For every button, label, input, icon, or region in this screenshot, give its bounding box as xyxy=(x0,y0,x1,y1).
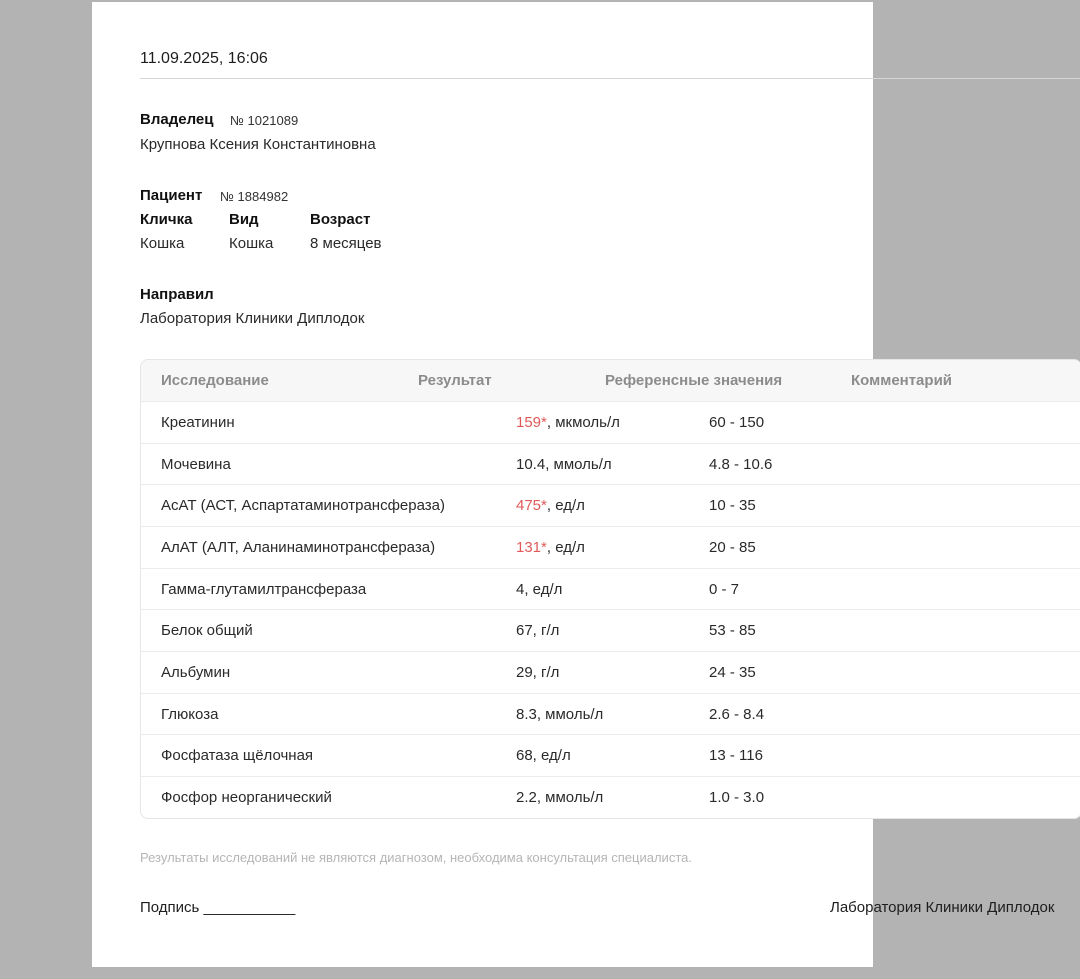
cell-reference: 53 - 85 xyxy=(709,622,756,639)
cell-test: Креатинин xyxy=(161,414,235,431)
patient-label: Пациент xyxy=(140,187,203,204)
cell-reference: 10 - 35 xyxy=(709,497,756,514)
patient-nickname-label: Кличка xyxy=(140,211,193,228)
cell-result xyxy=(516,664,559,681)
cell-reference: 1.0 - 3.0 xyxy=(709,789,765,806)
result-value: 67, г/л xyxy=(516,622,560,639)
result-value: , ед/л xyxy=(546,497,585,514)
cell-test: Гамма-глутамилтрансфераза xyxy=(161,581,367,598)
table-row xyxy=(141,734,1080,776)
result-flag: 475* xyxy=(516,497,547,514)
cell-result xyxy=(516,539,585,556)
table-row xyxy=(141,651,1080,693)
header-comment: Комментарий xyxy=(851,372,953,389)
cell-test: Глюкоза xyxy=(161,706,219,723)
result-value: 68, ед/л xyxy=(516,747,571,764)
cell-reference: 2.6 - 8.4 xyxy=(709,706,765,723)
patient-species-label: Вид xyxy=(229,211,259,228)
result-value: , ед/л xyxy=(546,539,585,556)
header-reference: Референсные значения xyxy=(605,372,783,389)
cell-reference: 60 - 150 xyxy=(709,414,765,431)
result-value: 8.3, ммоль/л xyxy=(516,706,604,723)
cell-result xyxy=(516,581,562,598)
cell-test: Фосфор неорганический xyxy=(161,789,332,806)
cell-reference: 0 - 7 xyxy=(709,581,740,598)
patient-species-value: Кошка xyxy=(229,235,274,252)
patient-number: № 1884982 xyxy=(220,189,289,204)
cell-reference: 13 - 116 xyxy=(709,747,763,764)
cell-test: Фосфатаза щёлочная xyxy=(161,747,314,764)
result-value: 29, г/л xyxy=(516,664,560,681)
footer-lab-name: Лаборатория Клиники Диплодок xyxy=(830,899,1055,916)
result-value: , мкмоль/л xyxy=(546,414,620,431)
table-row xyxy=(141,401,1080,443)
cell-result xyxy=(516,747,571,764)
cell-result xyxy=(516,456,612,473)
table-header xyxy=(141,360,1080,401)
report-datetime: 11.09.2025, 16:06 xyxy=(140,50,268,67)
cell-result xyxy=(516,414,620,431)
cell-test: Белок общий xyxy=(161,622,253,639)
owner-number: № 1021089 xyxy=(230,113,299,128)
result-flag: 159* xyxy=(516,414,547,431)
header-test: Исследование xyxy=(161,372,269,389)
referred-value: Лаборатория Клиники Диплодок xyxy=(140,310,365,327)
patient-age-value: 8 месяцев xyxy=(310,235,382,252)
table-row xyxy=(141,484,1080,526)
signature-line: Подпись ___________ xyxy=(140,899,296,916)
table-row xyxy=(141,776,1080,818)
owner-name: Крупнова Ксения Константиновна xyxy=(140,136,376,153)
date-header xyxy=(140,48,1080,79)
result-value: 2.2, ммоль/л xyxy=(516,789,604,806)
table-row xyxy=(141,443,1080,485)
disclaimer: Результаты исследований не являются диагнозом, необходима консультация специалиста. xyxy=(140,850,692,865)
referred-label: Направил xyxy=(140,286,214,303)
header-result: Результат xyxy=(418,372,492,389)
table-row xyxy=(141,568,1080,610)
cell-reference: 4.8 - 10.6 xyxy=(709,456,773,473)
table-row xyxy=(141,693,1080,735)
cell-reference: 24 - 35 xyxy=(709,664,756,681)
table-row xyxy=(141,609,1080,651)
cell-test: АлАТ (АЛТ, Аланинаминотрансфераза) xyxy=(161,539,436,556)
cell-test: Альбумин xyxy=(161,664,231,681)
cell-result xyxy=(516,706,603,723)
result-value: 4, ед/л xyxy=(516,581,563,598)
patient-nickname-value: Кошка xyxy=(140,235,185,252)
cell-result xyxy=(516,789,603,806)
cell-test: Мочевина xyxy=(161,456,231,473)
owner-label: Владелец xyxy=(140,111,214,128)
cell-test: АсАТ (АСТ, Аспартатаминотрансфераза) xyxy=(161,497,445,514)
cell-reference: 20 - 85 xyxy=(709,539,756,556)
results-table xyxy=(140,359,1080,819)
result-value: 10.4, ммоль/л xyxy=(516,456,612,473)
cell-result xyxy=(516,497,585,514)
cell-result xyxy=(516,622,559,639)
table-row xyxy=(141,526,1080,568)
result-flag: 131* xyxy=(516,539,547,556)
patient-age-label: Возраст xyxy=(310,211,371,228)
